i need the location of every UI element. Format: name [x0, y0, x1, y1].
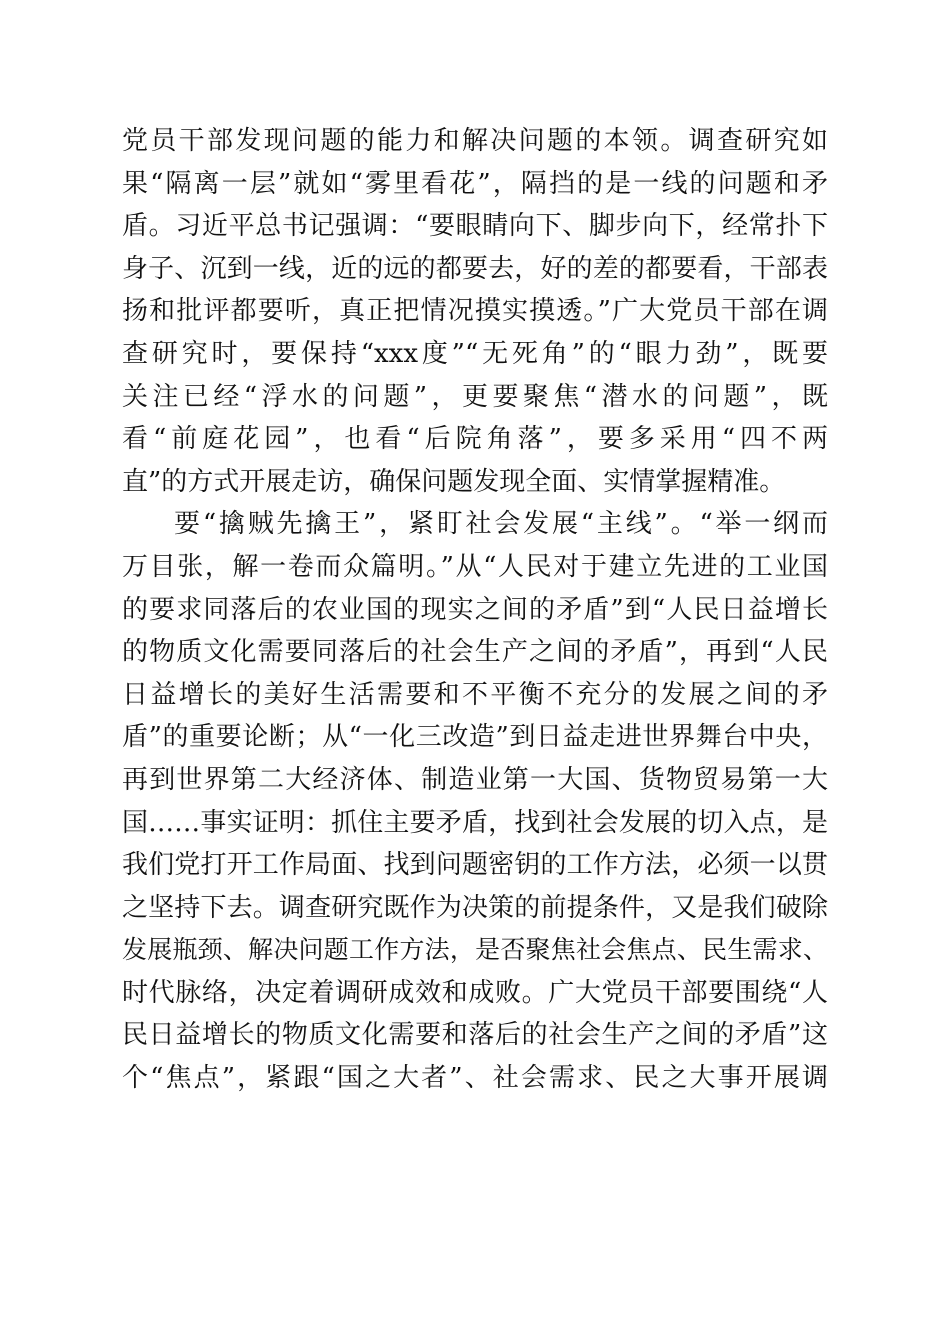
- text-line: 我们党打开工作局面、找到问题密钥的工作方法，必须一以贯: [122, 850, 828, 881]
- text-line: 个“焦点”，紧跟“国之大者”、社会需求、民之大事开展调: [122, 1063, 828, 1094]
- text-line: 查研究时，要保持“xxx度”“无死角”的“眼力劲”，既要: [122, 338, 828, 369]
- text-line: 关注已经“浮水的问题”，更要聚焦“潜水的问题”，既: [122, 381, 828, 412]
- text-line: 直”的方式开展走访，确保问题发现全面、实情掌握精准。: [122, 466, 786, 497]
- text-line: 再到世界第二大经济体、制造业第一大国、货物贸易第一大: [122, 764, 828, 795]
- text-line: 万目张，解一卷而众篇明。”从“人民对于建立先进的工业国: [122, 551, 828, 582]
- text-line: 身子、沉到一线，近的远的都要去，好的差的都要看，干部表: [122, 253, 828, 284]
- text-line: 之坚持下去。调查研究既作为决策的前提条件，又是我们破除: [122, 892, 828, 923]
- text-line: 的要求同落后的农业国的现实之间的矛盾”到“人民日益增长: [122, 594, 828, 625]
- text-line: 看“前庭花园”，也看“后院角落”，要多采用“四不两: [122, 424, 828, 455]
- paragraph-start-line: 要“擒贼先擒王”，紧盯社会发展“主线”。“举一纲而: [174, 509, 828, 540]
- text-line: 的物质文化需要同落后的社会生产之间的矛盾”，再到“人民: [122, 637, 828, 668]
- text-line: 发展瓶颈、解决问题工作方法，是否聚焦社会焦点、民生需求、: [122, 935, 828, 965]
- text-line: 民日益增长的物质文化需要和落后的社会生产之间的矛盾”这: [122, 1020, 828, 1051]
- text-line: 盾”的重要论断；从“一化三改造”到日益走进世界舞台中央，: [122, 722, 828, 753]
- text-line: 国……事实证明：抓住主要矛盾，找到社会发展的切入点，是: [122, 807, 828, 838]
- text-line: 扬和批评都要听，真正把情况摸实摸透。”广大党员干部在调: [122, 296, 828, 327]
- body-text: [122, 120, 828, 1100]
- text-line: 党员干部发现问题的能力和解决问题的本领。调查研究如: [122, 126, 828, 156]
- text-line: 时代脉络，决定着调研成效和成败。广大党员干部要围绕“人: [122, 977, 828, 1008]
- text-line: 果“隔离一层”就如“雾里看花”，隔挡的是一线的问题和矛: [122, 168, 828, 199]
- text-line: 日益增长的美好生活需要和不平衡不充分的发展之间的矛: [122, 679, 828, 710]
- text-line: 盾。习近平总书记强调：“要眼睛向下、脚步向下，经常扑下: [122, 211, 828, 242]
